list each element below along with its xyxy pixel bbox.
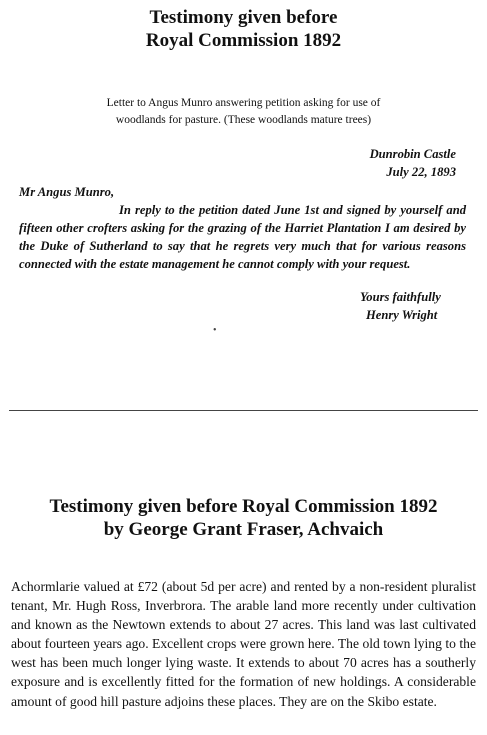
bottom-title-line-1: Testimony given before Royal Commission 1892 [49, 496, 438, 517]
letter-closing-block [360, 288, 441, 324]
letter-closing: Yours faithfully [360, 290, 441, 304]
stray-mark: • [213, 325, 217, 336]
letter-signature: Henry Wright [366, 308, 438, 322]
testimony-paragraph: Achormlarie valued at £72 (about 5d per acre) and rented by a non-resident pluralist tenant, Mr. Hugh Ross, Inverbrora. The arable land more recently under cultivation and known as the Newtown extends to about 27 acres. This land was last cultivated about fourteen years ago. Excellent crops were grown here. The old town lying to the west has been much longer lying waste. It extends to about 70 acres has a southerly exposure and is excellently fitted for the formation of new holdings. A considerable amount of good hill pasture adjoins these places. They are on the Skibo estate. [11, 579, 476, 709]
intro-line-2: woodlands for pasture. (These woodlands mature trees) [115, 114, 372, 126]
bottom-title [0, 495, 487, 541]
letter-date: July 22, 1893 [386, 165, 456, 179]
section-divider [9, 410, 478, 411]
top-title-line-2: Royal Commission 1892 [145, 30, 342, 51]
letter-address: Dunrobin Castle [369, 147, 456, 161]
intro-line-1: Letter to Angus Munro answering petition asking for use of [106, 97, 381, 109]
intro-note [60, 95, 427, 129]
top-title-line-1: Testimony given before [149, 7, 338, 28]
bottom-title-line-2: by George Grant Fraser, Achvaich [103, 519, 384, 540]
letter-body [19, 201, 466, 273]
letter-salutation: Mr Angus Munro, [19, 185, 115, 199]
letter-body-text: In reply to the petition dated June 1st and signed by yourself and fifteen other crofters asking for the grazing of the Harriet Plantation I am desired by the Duke of Sutherland to say that he regrets very much that for various reasons connected with the estate management he cannot comply with your request. [19, 203, 466, 271]
